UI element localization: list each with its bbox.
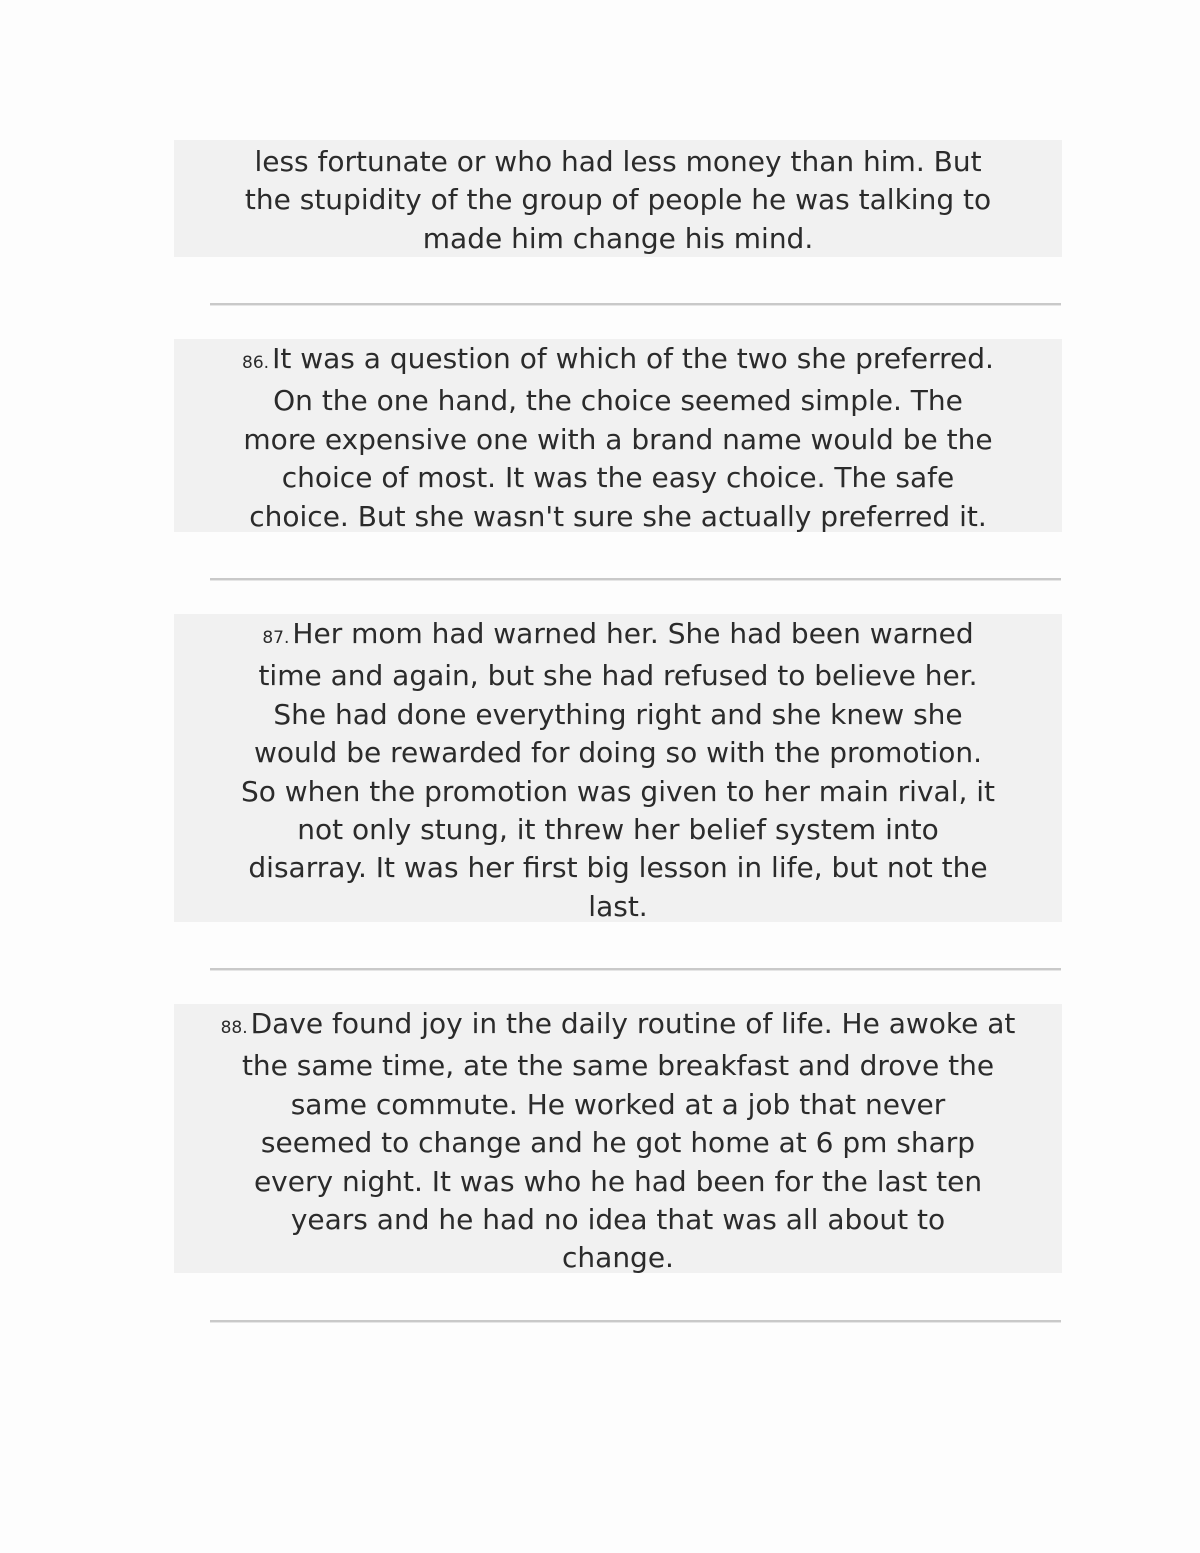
text-line: So when the promotion was given to her main rival, it [240,774,996,808]
item-number: 86. [242,353,270,373]
text-line: the stupidity of the group of people he was talking to [244,183,992,217]
divider [210,968,1061,971]
text-line: more expensive one with a brand name would be the [243,422,993,456]
text-line-content: Dave found joy in the daily routine of life. He awoke at [250,1007,1016,1040]
text-line: On the one hand, the choice seemed simple. The [273,384,963,418]
text-line: time and again, but she had refused to believe her. [258,659,978,693]
item-number: 88. [220,1018,248,1038]
text-line: made him change his mind. [422,221,814,255]
text-line: choice. But she wasn't sure she actually preferred it. [249,499,987,533]
text-line: same commute. He worked at a job that never [290,1087,946,1121]
item-number: 87. [262,628,290,648]
text-line [174,1005,1062,1047]
text-line [174,340,1062,382]
divider [210,1320,1061,1323]
text-block-86 [174,339,1062,532]
divider [210,578,1061,581]
text-line: every night. It was who he had been for the last ten [253,1164,983,1198]
text-block-88 [174,1004,1062,1273]
text-line: the same time, ate the same breakfast and drove the [241,1049,995,1083]
divider [210,303,1061,306]
text-line-content: Her mom had warned her. She had been warned [292,617,974,650]
text-line: last. [588,889,648,923]
text-line: not only stung, it threw her belief system into [297,813,939,847]
text-line: less fortunate or who had less money than him. But [254,145,982,178]
text-line [174,615,1062,657]
text-block-continuation [174,140,1062,257]
text-line: years and he had no idea that was all about to [290,1203,946,1237]
text-line-content: It was a question of which of the two she preferred. [272,342,994,375]
text-line: change. [562,1241,674,1275]
text-line: choice of most. It was the easy choice. The safe [281,461,955,495]
text-line: disarray. It was her first big lesson in life, but not the [248,851,988,885]
text-line: seemed to change and he got home at 6 pm sharp [260,1126,976,1160]
text-block-87 [174,614,1062,922]
text-line: would be rewarded for doing so with the promotion. [253,736,983,770]
text-line: She had done everything right and she knew she [273,697,963,731]
